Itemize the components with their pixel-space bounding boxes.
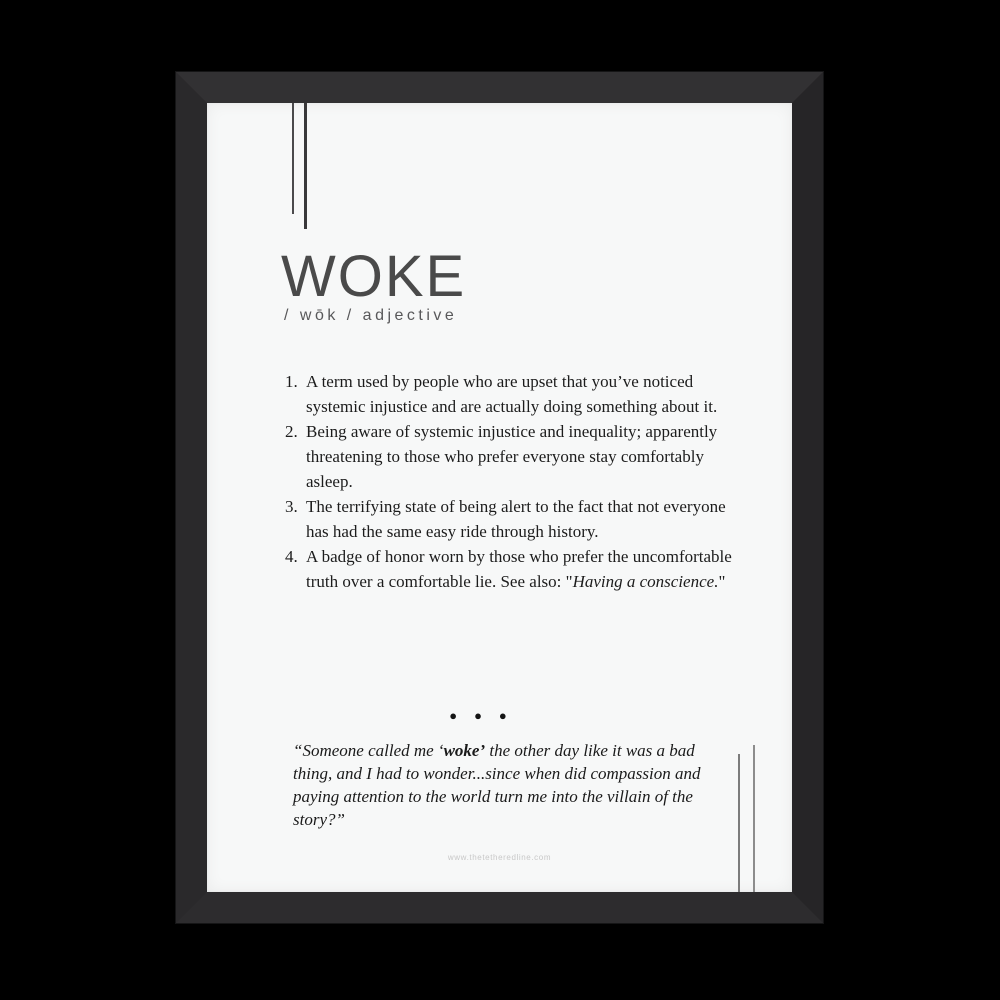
- definition-text: Being aware of systemic injustice and inequality; apparently threatening to those who prefer everyone stay comfortably asleep.: [306, 422, 718, 491]
- definition-text: [306, 547, 732, 591]
- quote-text-before: “Someone called me ‘: [293, 741, 444, 760]
- poster-paper: [207, 103, 792, 892]
- quote-text-after: the other day like it was a bad thing, and I had to wonder...since when did compassion and paying attention to the world turn me into the villain of the story?”: [293, 741, 701, 829]
- picture-frame: [176, 72, 823, 923]
- see-also-italic: Having a conscience.: [572, 572, 719, 591]
- website-url: www.thetetheredline.com: [447, 853, 552, 862]
- deco-line-top-left-thin: [292, 103, 294, 214]
- quote-bold-word: woke’: [443, 741, 486, 760]
- definition-number: 3.: [285, 497, 298, 516]
- deco-line-top-left-thick: [304, 103, 307, 229]
- definition-number: 4.: [285, 547, 298, 566]
- deco-line-bottom-right-right: [753, 745, 755, 892]
- definition-number: 2.: [285, 422, 298, 441]
- quote-block: [293, 739, 725, 831]
- definition-text: A term used by people who are upset that you’ve noticed systemic injustice and are actually doing something about it.: [306, 372, 718, 416]
- deco-line-bottom-right-left: [738, 754, 740, 892]
- definition-item-1: [285, 369, 737, 419]
- definition-text-before: A badge of honor worn by those who prefer the uncomfortable truth over a comfortable lie. See also: ": [306, 547, 732, 591]
- separator-dots: ●●●: [449, 708, 524, 723]
- definition-item-4: [285, 544, 737, 594]
- definition-item-3: [285, 494, 737, 544]
- definition-item-2: [285, 419, 737, 494]
- definition-text: The terrifying state of being alert to the fact that not everyone has had the same easy ride through history.: [306, 497, 726, 541]
- definitions-list: [285, 369, 737, 594]
- definition-closing-quote: ": [718, 572, 726, 591]
- pronunciation-line: / wōk / adjective: [284, 307, 458, 324]
- poster-title: WOKE: [281, 244, 467, 309]
- definition-number: 1.: [285, 372, 298, 391]
